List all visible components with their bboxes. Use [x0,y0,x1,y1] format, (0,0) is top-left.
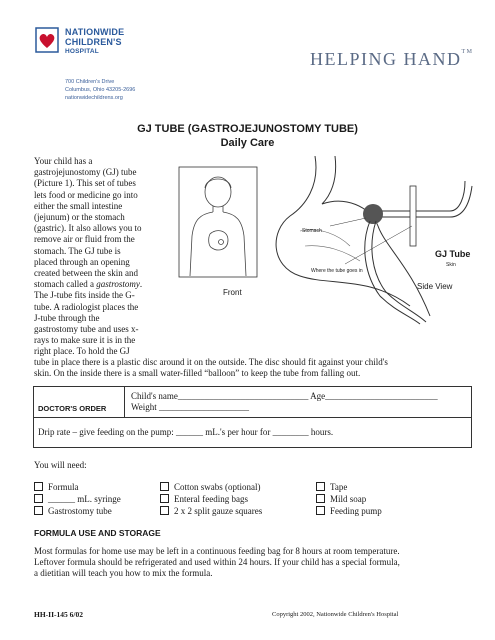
intro-line: rays to make sure it is in the [34,335,136,346]
intro-line: placed through an opening [34,256,130,267]
italic-term: gastrostomy [96,279,140,290]
intro-continuation [34,357,474,379]
supply-label: 2 x 2 split gauze squares [174,506,263,516]
supply-label: Mild soap [330,494,367,504]
supply-label: Cotton swabs (optional) [174,482,261,492]
child-name-age-field[interactable]: Child's name_____________________________ Age_________________________ [131,391,438,401]
formula-heading: FORMULA USE AND STORAGE [34,528,161,538]
drip-rate-field[interactable]: Drip rate – give feeding on the pump: ______ mL.'s per hour for ________ hours. [38,427,334,437]
intro-line: J-tube through the [34,312,100,323]
formula-line: Most formulas for home use may be left in a continuous feeding bag for 8 hours at room temperature. [34,546,400,556]
side-view-label: Side View [417,282,453,291]
gj-tube-figure [178,158,478,358]
formula-line: a dietitian will teach you how to mix the formula. [34,568,213,579]
page-title: GJ TUBE (GASTROJEJUNOSTOMY TUBE) [137,123,358,135]
stomach-side-illustration [260,156,475,326]
intro-line: skin. On the inside there is a small water-filled “balloon” to keep the tube from falling out. [34,368,361,379]
checkbox-icon[interactable] [316,506,325,515]
checkbox-icon[interactable] [34,482,43,491]
checkbox-icon[interactable] [316,494,325,503]
checkbox-icon[interactable] [34,506,43,515]
address-line1: 700 Children's Drive [65,79,115,85]
formula-line: Leftover formula should be refrigerated and used within 24 hours. If your child has a special formula, [34,557,400,568]
intro-line: created between the skin and [34,268,138,279]
logo-name-line1: NATIONWIDE [65,27,125,37]
supply-item [34,493,121,505]
doctor-order-box [33,386,472,448]
address-line2: Columbus, Ohio 43205-2696 [65,87,136,93]
intro-line: stomach called a gastrostomy. [34,279,143,290]
formula-paragraph [34,546,400,580]
supplies-col2 [160,481,262,517]
supplies-col1 [34,481,121,517]
intro-line: tube in place there is a plastic disc around it on the outside. The disc should fit against your child's [34,357,388,367]
skin-label: Skin [446,262,456,268]
checkbox-icon[interactable] [316,482,325,491]
child-front-illustration [178,166,258,278]
logo-name-line2: CHILDREN'S [65,37,122,47]
supply-label: Tape [330,482,348,492]
intro-line: (gastric). It also allows you to [34,223,142,234]
intro-line: gastrojejunostomy (GJ) tube [34,167,137,178]
series-title [310,49,474,70]
supply-item [160,481,262,493]
address-block [65,78,135,102]
intro-line-text: stomach called a [34,279,97,290]
supply-label: Feeding pump [330,506,382,516]
intro-line: remove air or fluid from the [34,234,135,245]
trademark: TM [461,49,474,55]
intro-line: The J-tube fits inside the G- [34,290,135,301]
checkbox-icon[interactable] [160,506,169,515]
intro-line: either the small intestine [34,200,123,211]
intro-line: gastrostomy tube and uses x- [34,324,139,335]
supply-item [34,481,121,493]
supply-item [34,505,121,517]
intro-line: tube. A radiologist places the [34,301,139,312]
supply-label: Enteral feeding bags [174,494,248,504]
supply-item [160,493,262,505]
supply-label: Formula [48,482,79,492]
checkbox-icon[interactable] [160,482,169,491]
supplies-col3 [316,481,382,517]
supplies-heading: You will need: [34,460,87,470]
logo-name-line3: HOSPITAL [65,48,99,55]
hospital-logo [34,24,174,64]
doctor-order-label: DOCTOR'S ORDER [38,404,107,413]
supply-item [316,481,382,493]
weight-field[interactable]: Weight ____________________ [131,402,250,412]
intro-line: lets food or medicine go into [34,189,138,200]
supply-item [316,493,382,505]
checkbox-icon[interactable] [160,494,169,503]
supply-item [160,505,262,517]
intro-line: stomach. The GJ tube is [34,245,121,256]
checkbox-icon[interactable] [34,494,43,503]
footer-copyright: Copyright 2002, Nationwide Children's Hospital [272,611,399,618]
intro-line: (Picture 1). This set of tubes [34,178,136,189]
address-line3: nationwidechildrens.org [65,95,123,101]
doctor-order-label-cell [34,387,125,418]
footer-doc-code: HH-II-145 6/02 [34,610,83,619]
series-title-text: HELPING HAND [310,49,462,69]
intro-line: right place. To hold the GJ [34,346,130,357]
tube-entry-label: Where the tube goes in [311,268,363,274]
heart-logo-icon [34,26,60,54]
intro-line: (jejunum) or the stomach [34,212,125,223]
intro-line: Your child has a [34,156,93,166]
supply-label: ______ mL. syringe [48,494,121,504]
stomach-label: Stomach [302,228,322,234]
intro-paragraph [34,156,184,358]
supply-item [316,505,382,517]
page-subtitle: Daily Care [220,137,275,149]
front-label: Front [223,288,242,297]
gj-tube-label: GJ Tube [435,249,471,259]
supply-label: Gastrostomy tube [48,506,112,516]
